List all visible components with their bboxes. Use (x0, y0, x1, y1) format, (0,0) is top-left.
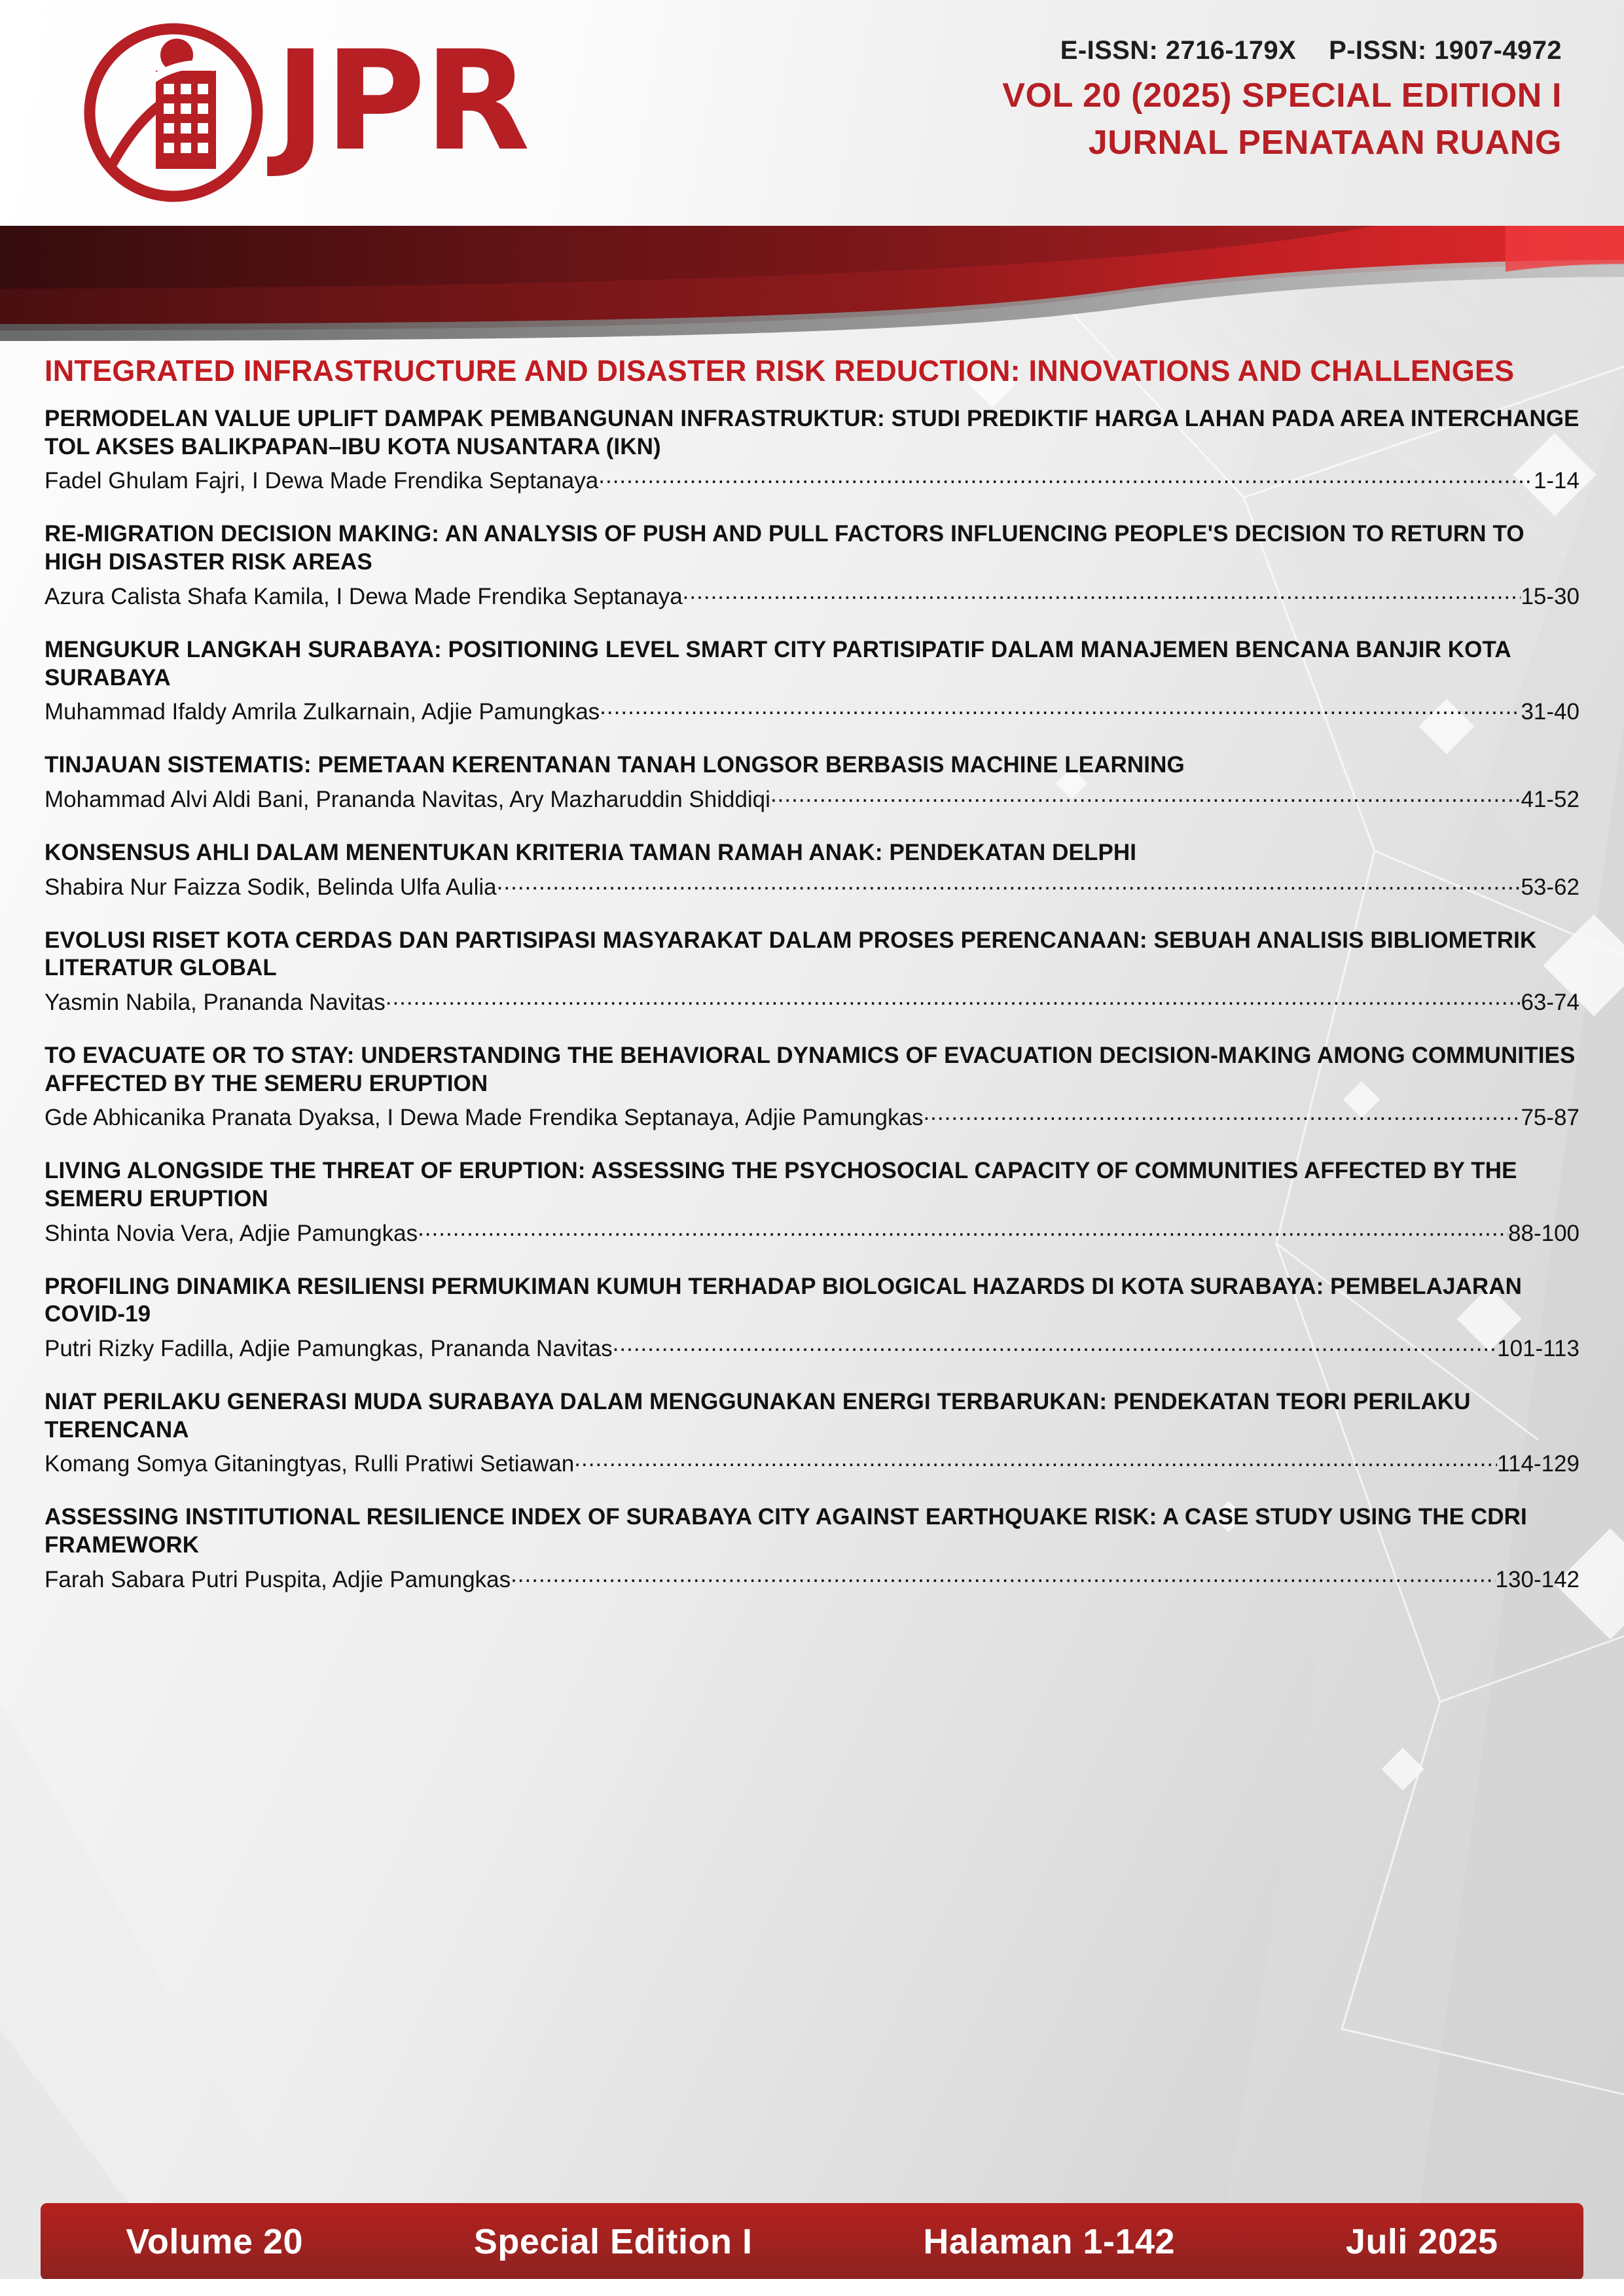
eissn-text: E-ISSN: 2716-179X (1060, 36, 1297, 65)
toc-entry[interactable] (45, 1273, 1579, 1362)
article-title: TINJAUAN SISTEMATIS: PEMETAAN KERENTANAN TANAH LONGSOR BERBASIS MACHINE LEARNING (45, 752, 1185, 778)
toc-entry[interactable] (45, 1042, 1579, 1131)
article-meta (45, 695, 1579, 725)
toc-entry[interactable] (45, 636, 1579, 725)
footer-pages: Halaman 1-142 (923, 2222, 1176, 2261)
article-authors: Fadel Ghulam Fajri, I Dewa Made Frendika Septanaya (45, 468, 599, 494)
article-authors: Putri Rizky Fadilla, Adjie Pamungkas, Prananda Navitas (45, 1336, 613, 1362)
journal-logo (79, 13, 589, 209)
article-pages: 114-129 (1497, 1451, 1579, 1477)
article-title: PROFILING DINAMIKA RESILIENSI PERMUKIMAN KUMUH TERHADAP BIOLOGICAL HAZARDS DI KOTA SURABAYA: PEMBELAJARAN COVID-19 (45, 1273, 1523, 1327)
leader-dots (600, 695, 1521, 720)
article-authors: Mohammad Alvi Aldi Bani, Prananda Navitas, Ary Mazharuddin Shiddiqi (45, 786, 770, 812)
table-of-contents (0, 353, 1624, 2179)
page-footer (0, 2198, 1624, 2296)
toc-entry[interactable] (45, 1157, 1579, 1246)
article-meta (45, 1563, 1579, 1593)
toc-entry[interactable] (45, 1388, 1579, 1477)
article-pages: 31-40 (1521, 699, 1579, 725)
article-pages: 101-113 (1497, 1336, 1579, 1362)
leader-dots (574, 1447, 1497, 1472)
article-authors: Gde Abhicanika Pranata Dyaksa, I Dewa Made Frendika Septanaya, Adjie Pamungkas (45, 1105, 924, 1131)
leader-dots (923, 1101, 1521, 1126)
footer-edition: Special Edition I (473, 2222, 753, 2261)
leader-dots (598, 464, 1534, 489)
article-title: NIAT PERILAKU GENERASI MUDA SURABAYA DALAM MENGGUNAKAN ENERGI TERBARUKAN: PENDEKATAN TEORI PERILAKU TERENCANA (45, 1389, 1471, 1443)
toc-entry[interactable] (45, 839, 1579, 901)
header-red-band (0, 226, 1624, 347)
toc-entry[interactable] (45, 405, 1579, 494)
article-authors: Farah Sabara Putri Puspita, Adjie Pamungkas (45, 1566, 511, 1592)
leader-dots (386, 986, 1521, 1011)
article-pages: 130-142 (1495, 1566, 1579, 1592)
leader-dots (613, 1332, 1498, 1357)
jpr-building-logo-icon (79, 21, 268, 204)
toc-entry[interactable] (45, 520, 1579, 609)
footer-date: Juli 2025 (1345, 2222, 1498, 2261)
toc-entry[interactable] (45, 927, 1579, 1016)
article-title: ASSESSING INSTITUTIONAL RESILIENCE INDEX OF SURABAYA CITY AGAINST EARTHQUAKE RISK: A CASE STUDY USING THE CDRI FRAMEWORK (45, 1504, 1527, 1558)
article-meta (45, 1217, 1579, 1247)
article-title: EVOLUSI RISET KOTA CERDAS DAN PARTISIPASI MASYARAKAT DALAM PROSES PERENCANAAN: SEBUAH ANALISIS BIBLIOMETRIK LITERATUR GLOBAL (45, 927, 1537, 981)
article-authors: Shinta Novia Vera, Adjie Pamungkas (45, 1220, 418, 1246)
article-meta (45, 1101, 1579, 1131)
article-pages: 41-52 (1521, 786, 1579, 812)
pissn-text: P-ISSN: 1907-4972 (1329, 36, 1562, 65)
article-authors: Shabira Nur Faizza Sodik, Belinda Ulfa Aulia (45, 874, 497, 900)
article-title: TO EVACUATE OR TO STAY: UNDERSTANDING THE BEHAVIORAL DYNAMICS OF EVACUATION DECISION-MAKING AMONG COMMUNITIES AFFECTED BY THE SEMERU ERUPTION (45, 1042, 1576, 1096)
article-meta (45, 1332, 1579, 1362)
article-authors: Muhammad Ifaldy Amrila Zulkarnain, Adjie Pamungkas (45, 699, 600, 725)
journal-name-text: JURNAL PENATAAN RUANG (1088, 124, 1562, 162)
article-pages: 53-62 (1521, 874, 1579, 900)
leader-dots (497, 870, 1521, 895)
article-pages: 88-100 (1508, 1220, 1579, 1246)
article-title: MENGUKUR LANGKAH SURABAYA: POSITIONING LEVEL SMART CITY PARTISIPATIF DALAM MANAJEMEN BENCANA BANJIR KOTA SURABAYA (45, 636, 1511, 691)
article-authors: Yasmin Nabila, Prananda Navitas (45, 989, 386, 1015)
logo-wordmark: JPR (275, 21, 529, 181)
footer-bottom-strip (0, 2279, 1624, 2296)
article-meta (45, 870, 1579, 901)
article-pages: 75-87 (1521, 1105, 1579, 1131)
volume-edition-text: VOL 20 (2025) SPECIAL EDITION I (1002, 77, 1562, 115)
article-pages: 15-30 (1521, 583, 1579, 609)
article-title: LIVING ALONGSIDE THE THREAT OF ERUPTION: ASSESSING THE PSYCHOSOCIAL CAPACITY OF COMMUNITIES AFFECTED BY THE SEMERU ERUPTION (45, 1158, 1517, 1212)
page-header (0, 0, 1624, 229)
article-meta (45, 783, 1579, 813)
header-identifiers (711, 36, 1562, 162)
footer-bar (41, 2203, 1583, 2280)
leader-dots (770, 783, 1521, 808)
article-pages: 63-74 (1521, 989, 1579, 1015)
article-meta (45, 464, 1579, 494)
article-title: KONSENSUS AHLI DALAM MENENTUKAN KRITERIA TAMAN RAMAH ANAK: PENDEKATAN DELPHI (45, 839, 1137, 865)
leader-dots (511, 1563, 1495, 1588)
article-authors: Komang Somya Gitaningtyas, Rulli Pratiwi Setiawan (45, 1451, 575, 1477)
article-title: RE-MIGRATION DECISION MAKING: AN ANALYSIS OF PUSH AND PULL FACTORS INFLUENCING PEOPLE'S DECISION TO RETURN TO HIGH DISASTER RISK AREAS (45, 521, 1525, 575)
article-title: PERMODELAN VALUE UPLIFT DAMPAK PEMBANGUNAN INFRASTRUKTUR: STUDI PREDIKTIF HARGA LAHAN PADA AREA INTERCHANGE TOL AKSES BALIKPAPAN–IBU KOTA NUSANTARA (IKN) (45, 406, 1579, 459)
section-title: INTEGRATED INFRASTRUCTURE AND DISASTER RISK REDUCTION: INNOVATIONS AND CHALLENGES (45, 354, 1515, 387)
leader-dots (418, 1217, 1508, 1242)
leader-dots (683, 580, 1521, 605)
article-meta (45, 986, 1579, 1016)
issn-line (711, 36, 1562, 65)
article-pages: 1-14 (1533, 468, 1579, 494)
article-meta (45, 1447, 1579, 1477)
article-meta (45, 580, 1579, 610)
toc-entry[interactable] (45, 1503, 1579, 1592)
footer-volume: Volume 20 (126, 2222, 304, 2261)
toc-entry[interactable] (45, 751, 1579, 813)
article-authors: Azura Calista Shafa Kamila, I Dewa Made Frendika Septanaya (45, 583, 683, 609)
